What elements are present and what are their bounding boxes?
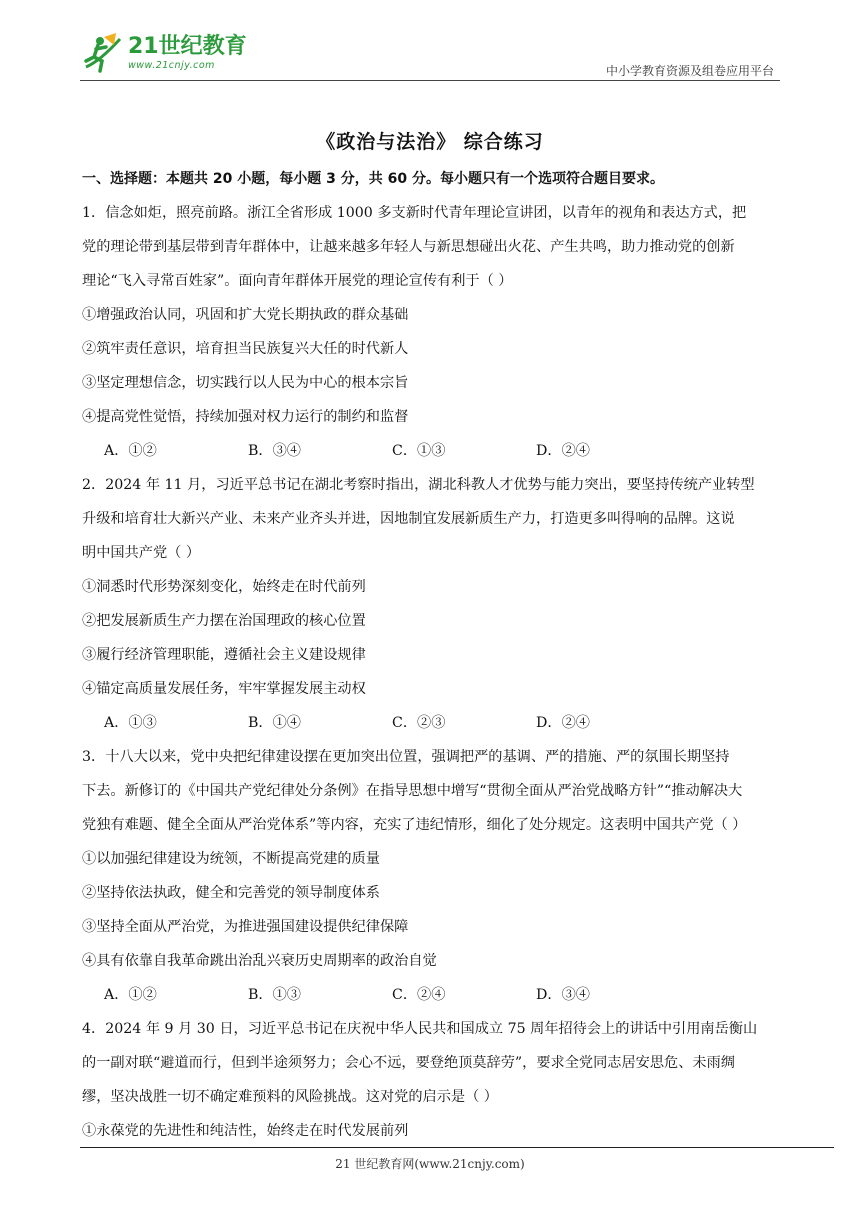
header-divider xyxy=(80,80,780,81)
choice-a[interactable]: A．①③ xyxy=(104,715,157,731)
question-4 xyxy=(82,1012,782,1148)
logo-title: 21世纪教育 xyxy=(128,33,247,59)
option-statement: ①以加强纪律建设为统领，不断提高党建的质量 xyxy=(82,851,380,867)
option-statement: ②把发展新质生产力摆在治国理政的核心位置 xyxy=(82,613,366,629)
runner-logo-icon xyxy=(80,31,126,75)
choice-d[interactable]: D．②④ xyxy=(536,715,590,731)
choice-b[interactable]: B．①③ xyxy=(248,987,301,1003)
question-stem-line: 升级和培育壮大新兴产业、未来产业齐头并进，因地制宜发展新质生产力，打造更多叫得响的品牌。这说 xyxy=(82,511,735,527)
platform-name: 中小学教育资源及组卷应用平台 xyxy=(605,64,774,78)
question-content xyxy=(82,162,782,1148)
question-stem-line: 理论“飞入寻常百姓家”。面向青年群体开展党的理论宣传有利于（ ） xyxy=(82,273,513,289)
choice-d[interactable]: D．②④ xyxy=(536,443,590,459)
option-statement: ③履行经济管理职能，遵循社会主义建设规律 xyxy=(82,647,366,663)
question-stem-line: 2．2024 年 11 月，习近平总书记在湖北考察时指出，湖北科教人才优势与能力突出，要坚持传统产业转型 xyxy=(82,477,755,493)
question-stem-line: 的一副对联“避道而行，但到半途须努力；会心不远，要登绝顶莫辞劳”，要求全党同志居安思危、未雨绸 xyxy=(82,1055,735,1071)
option-statement: ②坚持依法执政，健全和完善党的领导制度体系 xyxy=(82,885,380,901)
choice-c[interactable]: C．②③ xyxy=(392,715,446,731)
section-heading: 一、选择题：本题共 20 小题，每小题 3 分，共 60 分。每小题只有一个选项符合题目要求。 xyxy=(82,171,664,187)
answer-choices xyxy=(82,434,782,468)
choice-b[interactable]: B．③④ xyxy=(248,443,301,459)
option-statement: ①洞悉时代形势深刻变化，始终走在时代前列 xyxy=(82,579,366,595)
site-logo xyxy=(80,30,247,76)
choice-c[interactable]: C．②④ xyxy=(392,987,446,1003)
footer-divider xyxy=(80,1147,834,1148)
option-statement: ②筑牢责任意识，培育担当民族复兴大任的时代新人 xyxy=(82,341,409,357)
option-statement: ④锚定高质量发展任务，牢牢掌握发展主动权 xyxy=(82,681,366,697)
choice-c[interactable]: C．①③ xyxy=(392,443,446,459)
option-statement: ③坚定理想信念，切实践行以人民为中心的根本宗旨 xyxy=(82,375,409,391)
option-statement: ①增强政治认同，巩固和扩大党长期执政的群众基础 xyxy=(82,307,409,323)
question-1 xyxy=(82,196,782,468)
choice-a[interactable]: A．①② xyxy=(104,987,157,1003)
option-statement: ④提高党性觉悟，持续加强对权力运行的制约和监督 xyxy=(82,409,409,425)
page-footer: 21 世纪教育网(www.21cnjy.com) xyxy=(335,1157,525,1171)
choice-a[interactable]: A．①② xyxy=(104,443,157,459)
answer-choices xyxy=(82,706,782,740)
page-title: 《政治与法治》 综合练习 xyxy=(316,131,544,153)
page-header xyxy=(80,30,780,82)
question-stem-line: 下去。新修订的《中国共产党纪律处分条例》在指导思想中增写“贯彻全面从严治党战略方针”“推动解决大 xyxy=(82,783,743,799)
question-stem-line: 党独有难题、健全全面从严治党体系”等内容，充实了违纪情形，细化了处分规定。这表明中国共产党（ ） xyxy=(82,817,747,833)
question-stem-line: 1．信念如炬，照亮前路。浙江全省形成 1000 多支新时代青年理论宣讲团，以青年的视角和表达方式，把 xyxy=(82,205,747,221)
question-stem-line: 党的理论带到基层带到青年群体中，让越来越多年轻人与新思想碰出火花、产生共鸣，助力推动党的创新 xyxy=(82,239,735,255)
question-stem-line: 4．2024 年 9 月 30 日，习近平总书记在庆祝中华人民共和国成立 75 周年招待会上的讲话中引用南岳衡山 xyxy=(82,1021,758,1037)
choice-d[interactable]: D．③④ xyxy=(536,987,590,1003)
question-2 xyxy=(82,468,782,740)
question-stem-line: 缪，坚决战胜一切不确定难预料的风险挑战。这对党的启示是（ ） xyxy=(82,1089,498,1105)
logo-url: www.21cnjy.com xyxy=(128,59,215,71)
answer-choices xyxy=(82,978,782,1012)
question-3 xyxy=(82,740,782,1012)
option-statement: ③坚持全面从严治党，为推进强国建设提供纪律保障 xyxy=(82,919,409,935)
option-statement: ①永葆党的先进性和纯洁性，始终走在时代发展前列 xyxy=(82,1123,409,1139)
question-stem-line: 3．十八大以来，党中央把纪律建设摆在更加突出位置，强调把严的基调、严的措施、严的氛围长期坚持 xyxy=(82,749,730,765)
question-stem-line: 明中国共产党（ ） xyxy=(82,545,201,561)
option-statement: ④具有依靠自我革命跳出治乱兴衰历史周期率的政治自觉 xyxy=(82,953,437,969)
choice-b[interactable]: B．①④ xyxy=(248,715,301,731)
